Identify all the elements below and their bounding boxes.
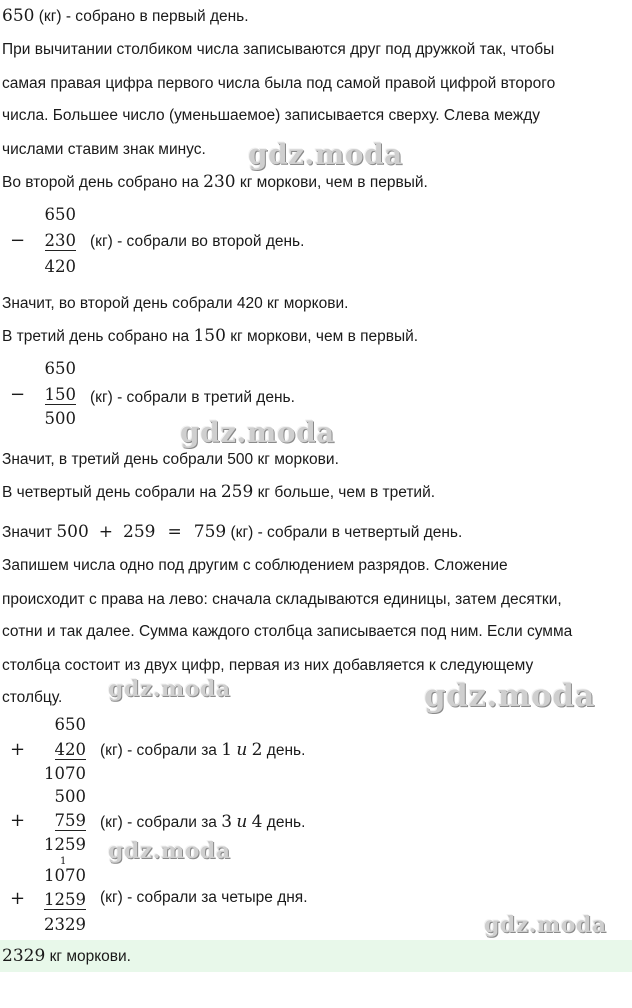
explanation-line: числами ставим знак минус.: [2, 141, 206, 158]
watermark: gdz.moda: [484, 912, 607, 938]
subtrahend: 150: [44, 385, 76, 404]
line-text: кг больше, чем в третий.: [253, 484, 436, 501]
caption-text: (кг) - собрали за: [100, 742, 222, 759]
line-text: Во второй день собрано на: [2, 174, 204, 191]
line-text: (кг) - собрали в четвертый день.: [226, 524, 463, 541]
line-text: кг моркови, чем в первый.: [225, 328, 419, 345]
watermark: gdz.moda: [108, 676, 231, 702]
day4-line: [2, 482, 435, 503]
day3-line: [2, 326, 418, 347]
math-number: 259: [220, 482, 254, 502]
difference: 420: [44, 257, 76, 276]
carry-digit: 1: [60, 856, 67, 867]
caption: (кг) - собрали во второй день.: [90, 233, 305, 250]
addend: 1259: [44, 890, 86, 909]
addend: 650: [54, 715, 86, 734]
answer-text: кг моркови.: [45, 948, 131, 965]
explanation-line: Запишем числа одно под другим с соблюдением разрядов. Сложение: [2, 557, 508, 574]
plus-sign: +: [10, 810, 26, 831]
plus-sign: +: [10, 739, 26, 760]
sum: 1259: [44, 835, 86, 854]
math-number: 150: [193, 326, 226, 346]
caption: (кг) - собрали в третий день.: [90, 389, 295, 406]
explanation-line: При вычитании столбиком числа записываются друг под дружкой так, чтобы: [2, 41, 555, 58]
caption: [100, 812, 305, 833]
explanation-line: самая правая цифра первого числа была под самой правой цифрой второго: [2, 75, 556, 92]
sum: 2329: [44, 915, 86, 934]
line-text: (кг) - собрано в первый день.: [34, 8, 249, 25]
math-and: и: [236, 740, 248, 760]
math-number: 3: [221, 812, 233, 832]
explanation-line: числа. Большее число (уменьшаемое) записывается сверху. Слева между: [2, 107, 541, 124]
answer-box: [0, 940, 632, 972]
line-text: В третий день собрано на: [2, 328, 194, 345]
math-number: 4: [251, 812, 263, 832]
addend: 420: [54, 740, 86, 759]
math-number: 259: [123, 522, 156, 542]
explanation-line: происходит с права на лево: сначала складываются единицы, затем десятки,: [2, 591, 562, 608]
addend: 1070: [44, 866, 86, 885]
answer-line: [2, 946, 131, 967]
math-number: 2: [251, 740, 263, 760]
math-and: и: [236, 812, 248, 832]
line-text: кг моркови, чем в первый.: [235, 174, 428, 191]
conclusion-line: Значит, в третий день собрали 500 кг моркови.: [2, 451, 339, 468]
minuend: 650: [44, 205, 76, 224]
line-text: Значит: [2, 524, 57, 541]
explanation-line: столбцу.: [2, 689, 63, 706]
watermark: gdz.moda: [424, 678, 595, 714]
plus-sign: +: [10, 888, 26, 909]
minus-sign: −: [10, 230, 26, 251]
sum: 1070: [44, 764, 86, 783]
day2-line: [2, 172, 428, 193]
caption-text: день.: [262, 814, 306, 831]
watermark: gdz.moda: [108, 838, 231, 864]
minuend: 650: [44, 359, 76, 378]
line-text: В четвертый день собрали на: [2, 484, 221, 501]
watermark: gdz.moda: [180, 416, 335, 449]
math-number: 500: [56, 522, 89, 542]
subtrahend: 230: [44, 231, 76, 250]
minus-sign: −: [10, 384, 26, 405]
watermark: gdz.moda: [248, 138, 403, 171]
difference: 500: [44, 409, 76, 428]
total-day1-line: [2, 6, 249, 27]
plus-sign: +: [98, 522, 114, 542]
math-number: 1: [221, 740, 233, 760]
explanation-line: столбца состоит из двух цифр, первая из них добавляется к следующему: [2, 657, 534, 674]
math-number: 2329: [2, 946, 46, 966]
math-number: 759: [193, 522, 227, 542]
math-number: 650: [2, 6, 35, 26]
addend: 500: [54, 787, 86, 806]
equals-sign: =: [167, 522, 182, 542]
addend: 759: [54, 811, 86, 830]
conclusion-line: Значит, во второй день собрали 420 кг моркови.: [2, 295, 349, 312]
math-number: 230: [203, 172, 236, 192]
caption-text: день.: [262, 742, 306, 759]
equation-line: [2, 522, 462, 543]
caption: (кг) - собрали за четыре дня.: [100, 889, 308, 906]
explanation-line: сотни и так далее. Сумма каждого столбца записывается под ним. Если сумма: [2, 623, 573, 640]
caption: [100, 740, 305, 761]
caption-text: (кг) - собрали за: [100, 814, 222, 831]
